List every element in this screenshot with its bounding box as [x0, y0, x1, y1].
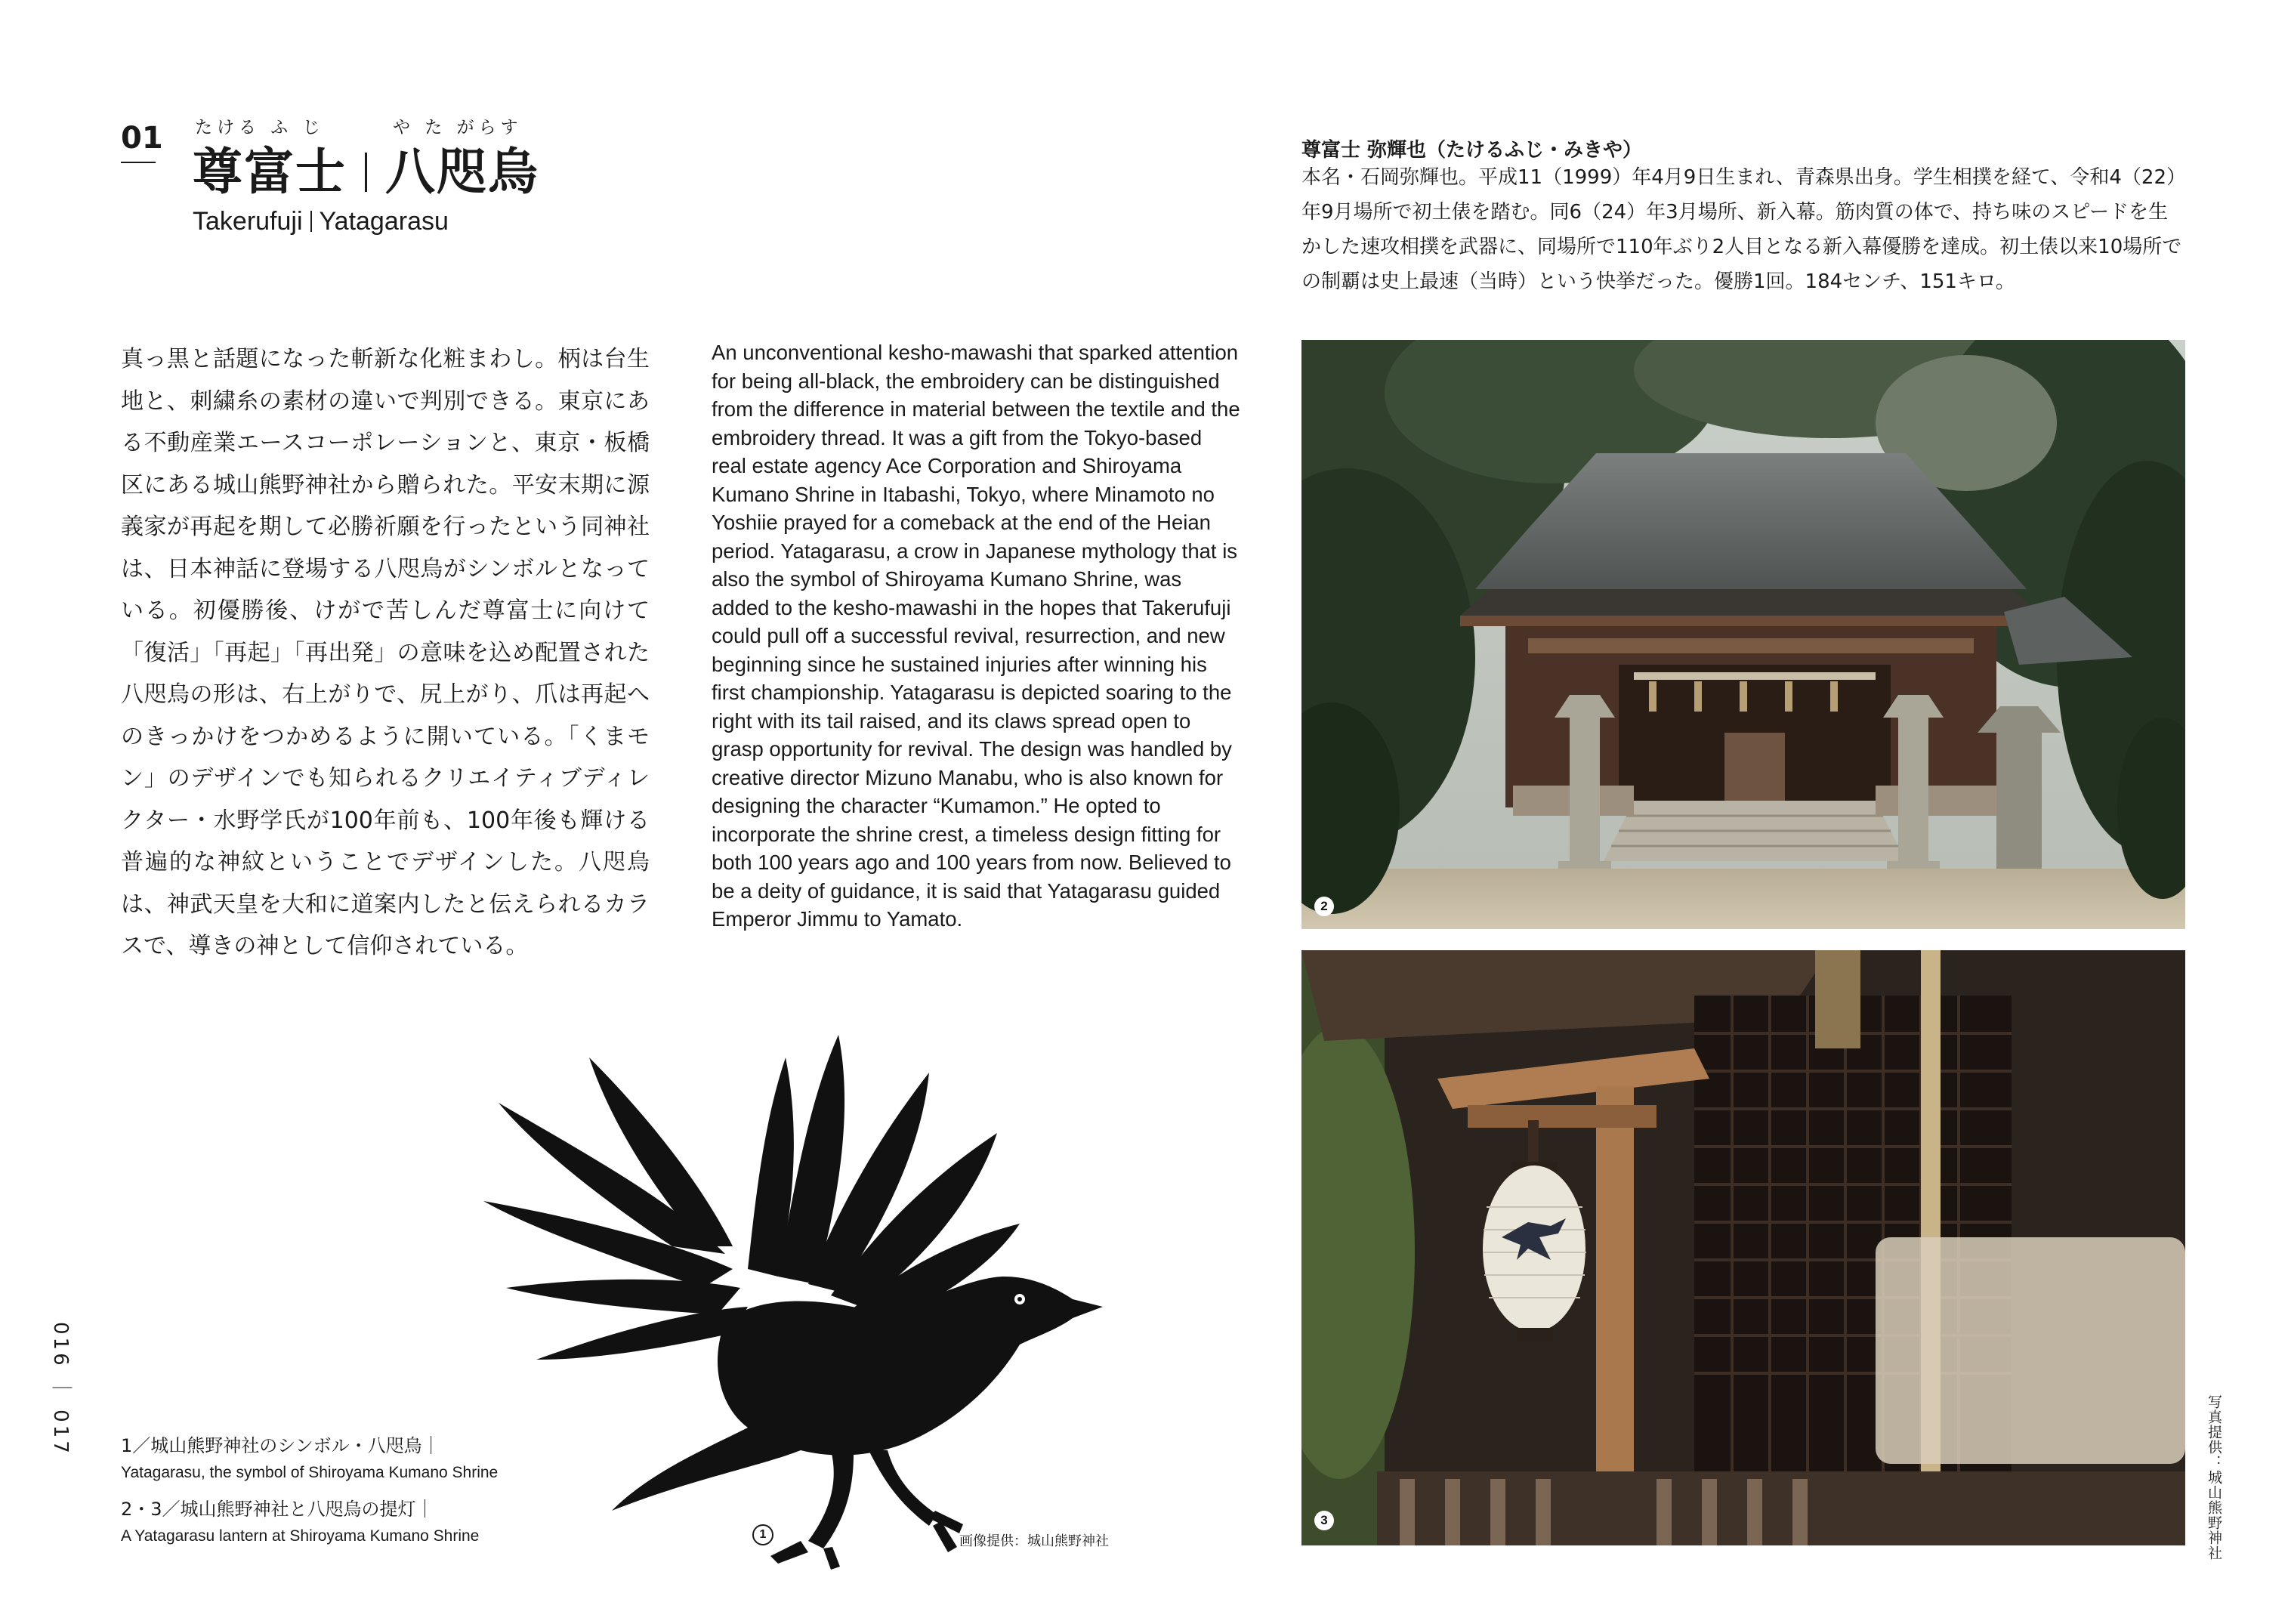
- caption-2-english: A Yatagarasu lantern at Shiroyama Kumano Shrine: [121, 1527, 480, 1545]
- profile-name: 尊富士 弥輝也（たけるふじ・みきや）: [1301, 139, 1643, 162]
- body-text-japanese: 真っ黒と話題になった斬新な化粧まわし。柄は台生地と、刺繍糸の素材の違いで判別できる。東京にある不動産業エースコーポレーションと、東京・板橋区にある城山熊野神社から贈られた。平安末期に源義家が再起を期して必勝祈願を行ったという同神社は、日本神話に登場する八咫烏がシンボルとなっている。初優勝後、けがで苦しんだ尊富士に向けて「復活」「再起」「再出発」の意味を込め配置された八咫烏の形は、右上がりで、尻上がり、爪は再起へのきっかけをつかめるように開いている。「くまモン」のデザインでも知られるクリエイティブディレクター・水野学氏が100年前も、100年後も輝ける普遍的な神紋ということでデザインした。八咫烏は、神武天皇を大和に道案内したと伝えられるカラスで、導きの神として信仰されている。: [121, 346, 650, 959]
- figure-number-3: 3: [1314, 1511, 1334, 1530]
- page-title: [193, 131, 539, 203]
- title-ruby-right: や た がらす: [393, 118, 523, 137]
- subtitle-rikishi: Takerufuji: [193, 207, 303, 236]
- image-credit: 画像提供：城山熊野神社: [959, 1533, 1109, 1549]
- title-ruby-left: たける ふ じ: [195, 118, 325, 137]
- title-divider: [365, 153, 367, 192]
- section-number-underline: [121, 162, 156, 163]
- figure-number-2: 2: [1314, 897, 1334, 916]
- shrine-photo: [1301, 340, 2185, 929]
- profile-text: 本名・石岡弥輝也。平成11（1999）年4月9日生まれ、青森県出身。学生相撲を経て、令和4（22）年9月場所で初土俵を踏む。同6（24）年3月場所、新入幕。筋肉質の体で、持ち味のスピードを生かした速攻相撲を武器に、同場所で110年ぶり2人目となる新入幕優勝を達成。初土俵以来10場所での制覇は史上最速（当時）という快挙だった。優勝1回。184センチ、151キロ。: [1301, 166, 2182, 293]
- section-number: 01: [121, 121, 163, 156]
- lantern-illustration: [1301, 950, 2185, 1545]
- crow-icon: [476, 1027, 1125, 1571]
- title-rikishi: 尊富士: [193, 143, 347, 201]
- figure-number-1: 1: [752, 1524, 773, 1545]
- page-numbers: 016 ｜ 017: [49, 1322, 72, 1456]
- caption-1-japanese: 1／城山熊野神社のシンボル・八咫烏｜: [121, 1435, 440, 1456]
- body-text-english: An unconventional kesho-mawashi that sparked attention for being all-black, the embroidery can be distinguished from the difference in material between the textile and the embroidery thread. It was a gift from the Tokyo-based real estate agency Ace Corporation and Shiroyama Kumano Shrine in Itabashi, Tokyo, where Minamoto no Yoshiie prayed for a comeback at the end of the Heian period. Yatagarasu, a crow in Japanese mythology that is also the symbol of Shiroyama Kumano Shrine, was added to the kesho-mawashi in the hopes that Takerufuji could pull off a successful revival, resurrection, and new beginning since he sustained injuries after winning his first championship. Yatagarasu is depicted soaring to the right with its tail raised, and its claws spread open to grasp opportunity for revival. The design was handled by creative director Mizuno Manabu, who is also known for designing the character “Kumamon.” He opted to incorporate the shrine crest, a timeless design fitting for both 100 years ago and 100 years from now. Believed to be a deity of guidance, it is said that Yatagarasu guided Emperor Jimmu to Yamato.: [712, 341, 1240, 931]
- shrine-illustration: [1301, 340, 2185, 929]
- subtitle-motif: Yatagarasu: [319, 207, 449, 236]
- photo-credit: 写真提供：城山熊野神社: [2206, 1394, 2222, 1561]
- yatagarasu-crest: [476, 1027, 1125, 1571]
- subtitle-divider: [310, 211, 312, 232]
- caption-1-english: Yatagarasu, the symbol of Shiroyama Kumano Shrine: [121, 1464, 499, 1481]
- title-motif: 八咫烏: [385, 143, 539, 201]
- page-subtitle: [193, 207, 449, 236]
- caption-2-japanese: 2・3／城山熊野神社と八咫烏の提灯｜: [121, 1499, 434, 1520]
- lantern-photo: [1301, 950, 2185, 1545]
